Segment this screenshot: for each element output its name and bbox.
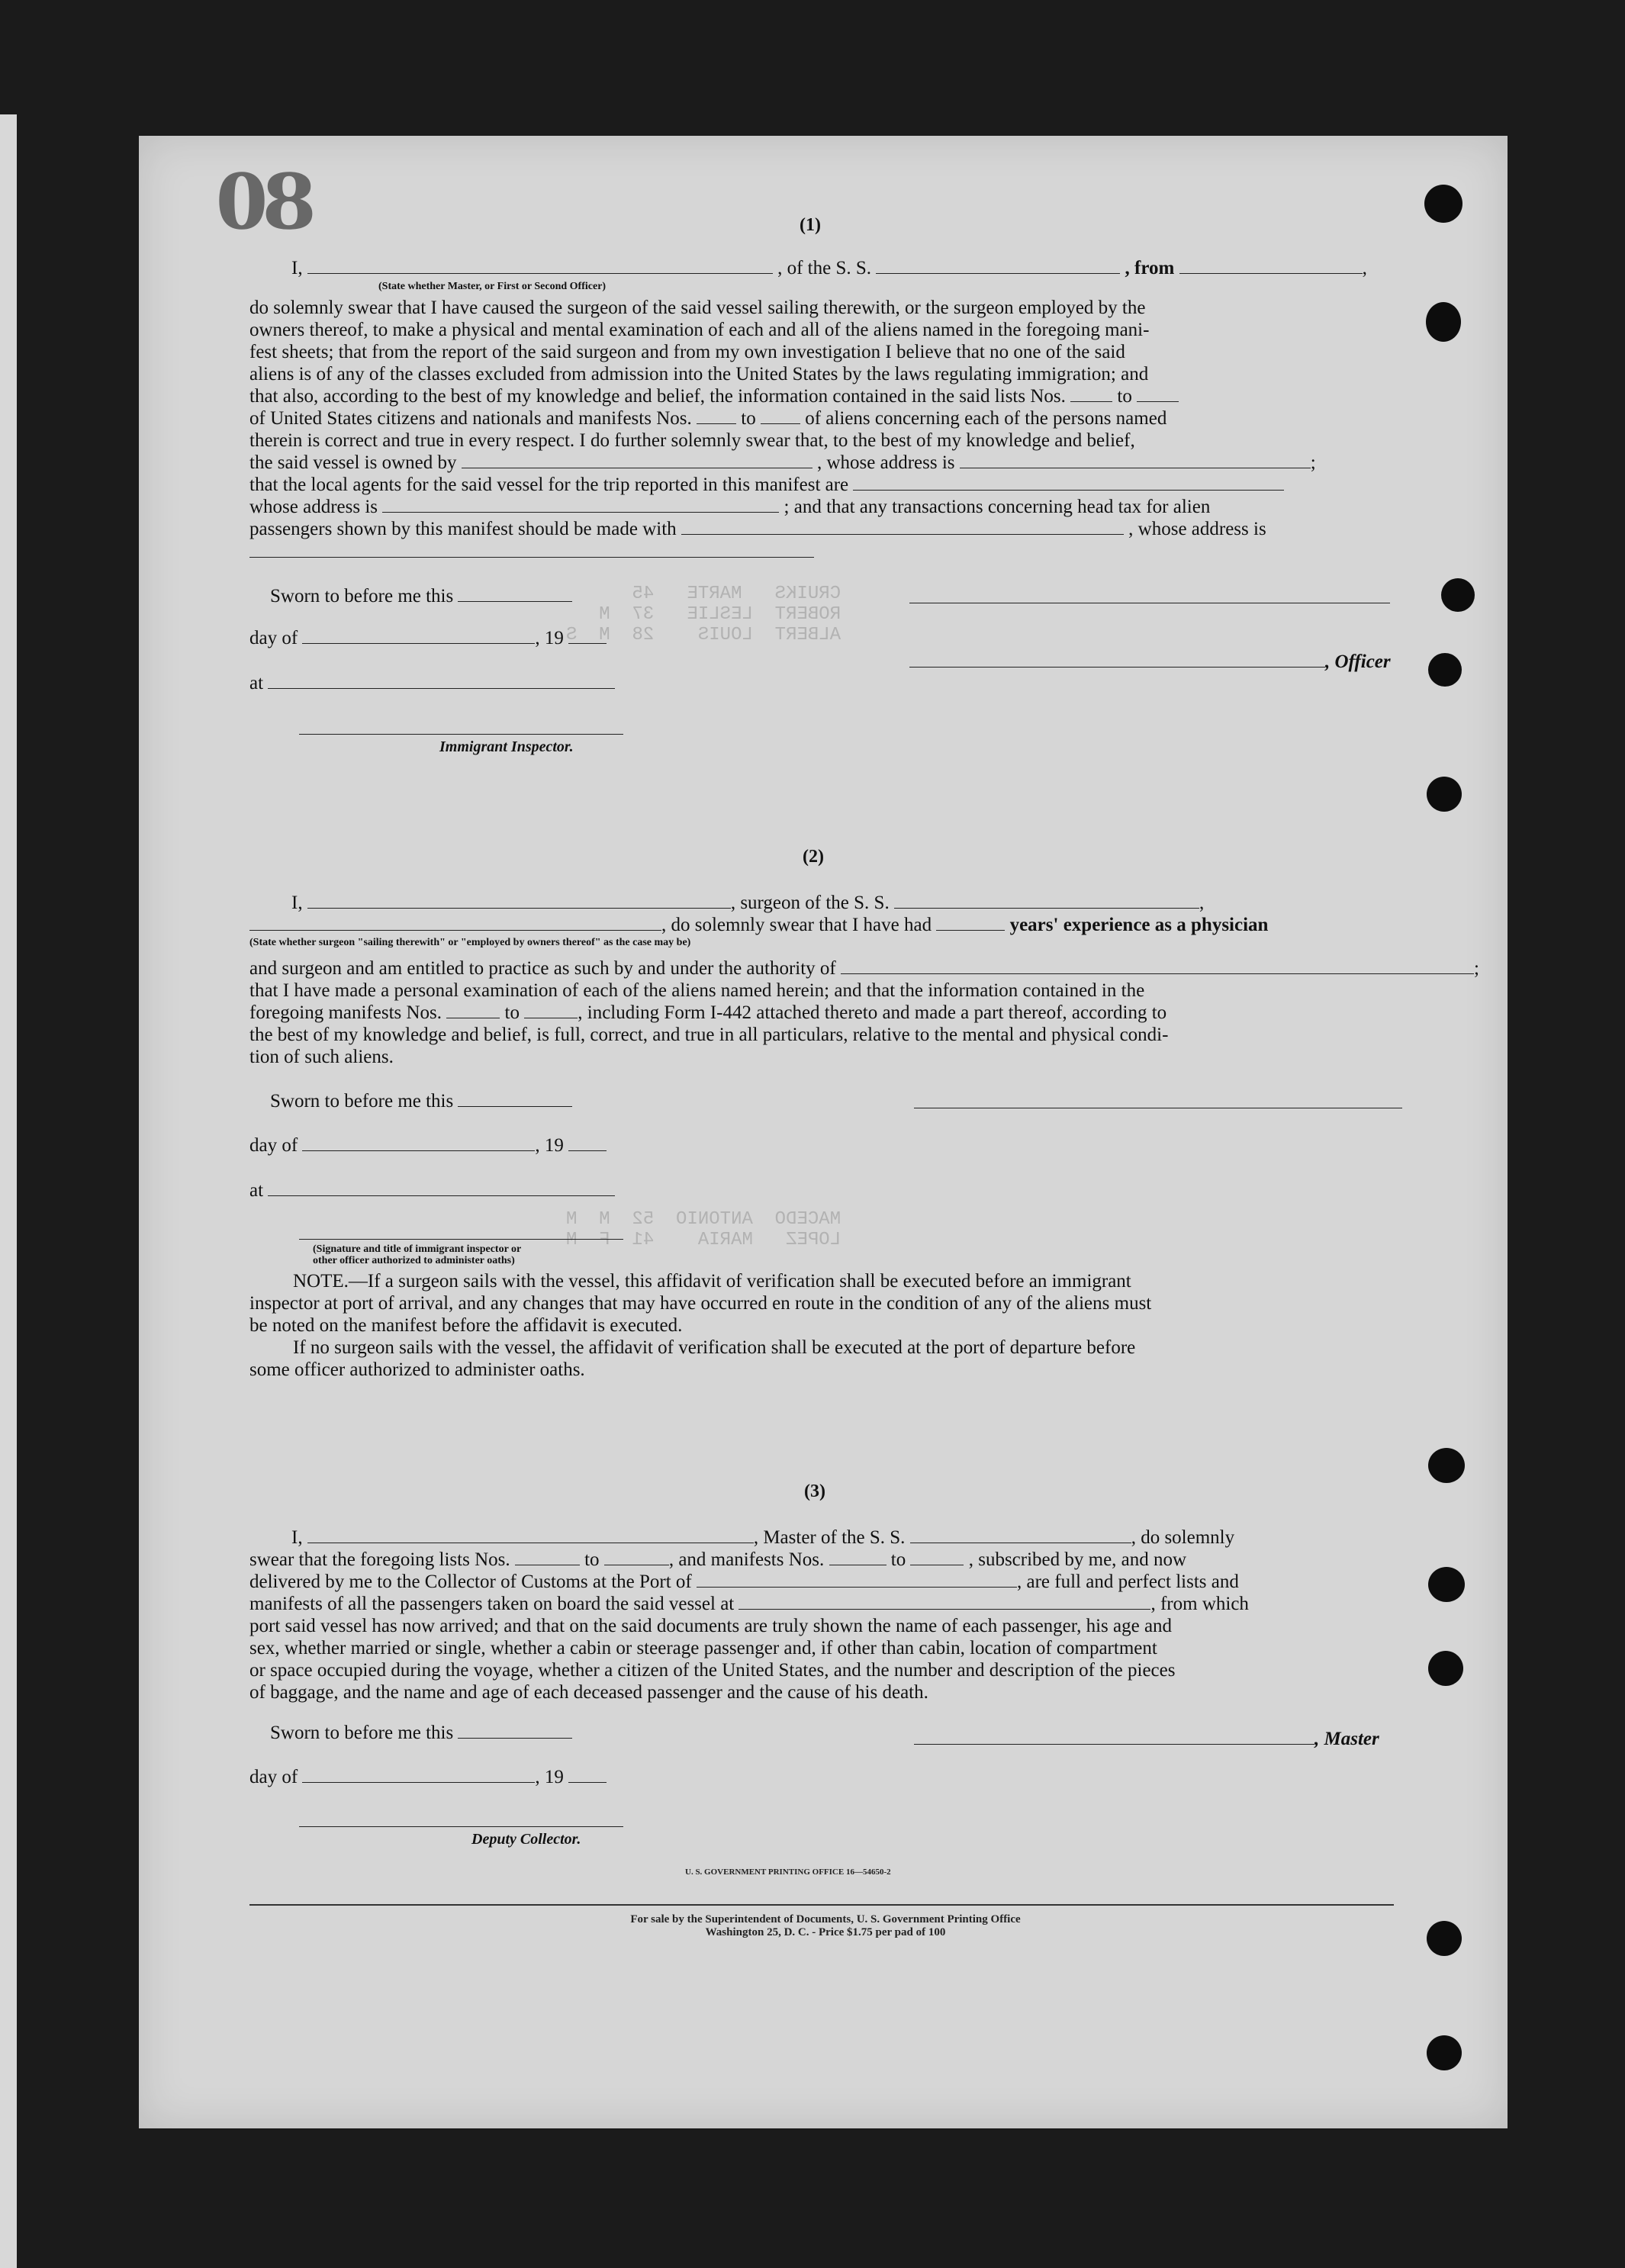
s3-para-line: swear that the foregoing lists Nos. to , and manifests Nos. to , subscribed by me, and now: [249, 1549, 1187, 1570]
s1-agents-address-field[interactable]: [382, 498, 779, 513]
s1-owner-address-field[interactable]: [960, 454, 1311, 468]
s3-vessel-field[interactable]: [910, 1529, 1131, 1543]
s3-para-line: sex, whether married or single, whether a cabin or steerage passenger and, if other than cabin, location of compartment: [249, 1638, 1157, 1658]
s1-head-tax-continuation-line: [249, 557, 814, 558]
punch-hole: [1427, 2035, 1462, 2070]
s1-line-i: I, , of the S. S. , from ,: [291, 258, 1367, 278]
scanner-edge: [0, 114, 17, 2268]
s3-port-field[interactable]: [697, 1573, 1017, 1588]
s3-year-field[interactable]: [568, 1768, 607, 1783]
s3-master-signature-field[interactable]: [914, 1730, 1314, 1745]
footer-rule: [249, 1904, 1394, 1906]
s1-para-line: do solemnly swear that I have caused the surgeon of the said vessel sailing therewith, or the surgeon employed by the: [249, 298, 1146, 318]
s2-para-line: that I have made a personal examination of each of the aliens named herein; and that the information contained in the: [249, 980, 1145, 1001]
s1-officer-field[interactable]: [909, 653, 1325, 668]
s2-note-line: some officer authorized to administer oaths.: [249, 1359, 585, 1380]
s1-lists-to-field[interactable]: [1137, 388, 1179, 402]
printing-office-imprint: U. S. GOVERNMENT PRINTING OFFICE 16—54650-2: [685, 1867, 891, 1877]
punch-hole: [1428, 653, 1462, 687]
s2-para-line: foregoing manifests Nos. to , including Form I-442 attached thereto and made a part thereof, according to: [249, 1002, 1167, 1023]
s3-boarded-at-field[interactable]: [738, 1595, 1150, 1610]
s3-para-line: or space occupied during the voyage, whether a citizen of the United States, and the number and description of the pieces: [249, 1660, 1176, 1681]
s1-inspector-caption: Immigrant Inspector.: [439, 738, 574, 755]
s2-note-line: If no surgeon sails with the vessel, the affidavit of verification shall be executed at the port of departure before: [293, 1337, 1136, 1358]
s1-para-line: owners thereof, to make a physical and mental examination of each and all of the aliens named in the foregoing mani-: [249, 320, 1150, 340]
s1-state-caption: (State whether Master, or First or Second Officer): [378, 281, 607, 292]
s2-inspector-signature-line[interactable]: [299, 1239, 623, 1240]
s3-master-line: , Master: [914, 1729, 1379, 1750]
s2-swear-line: , do solemnly swear that I have had years' experience as a physician: [249, 915, 1268, 936]
s3-lists-from-field[interactable]: [515, 1551, 580, 1565]
s1-at-field[interactable]: [268, 674, 615, 689]
s3-manifests-from-field[interactable]: [829, 1551, 887, 1565]
s3-collector-signature-line[interactable]: [299, 1826, 623, 1827]
s3-para-line: port said vessel has now arrived; and that on the said documents are truly shown the name of each passenger, his age and: [249, 1616, 1173, 1636]
s2-para-line: tion of such aliens.: [249, 1047, 394, 1067]
s3-collector-caption: Deputy Collector.: [471, 1831, 581, 1848]
s2-authority-field[interactable]: [841, 960, 1474, 974]
s2-line-i: I, , surgeon of the S. S. ,: [291, 893, 1205, 913]
s1-officer-rank-field[interactable]: [307, 259, 773, 274]
s1-owner-field[interactable]: [462, 454, 812, 468]
s2-vessel-field[interactable]: [894, 894, 1199, 909]
s1-sworn-line: Sworn to before me this: [270, 586, 572, 607]
s2-at-field[interactable]: [268, 1182, 615, 1196]
sale-notice-line-2: Washington 25, D. C. - Price $1.75 per pad of 100: [705, 1926, 946, 1938]
s2-note-line: inspector at port of arrival, and any changes that may have occurred en route in the condition of any of the aliens must: [249, 1293, 1152, 1314]
punch-hole: [1441, 578, 1475, 612]
punch-hole: [1426, 302, 1461, 342]
s3-para-line: manifests of all the passengers taken on board the said vessel at , from which: [249, 1594, 1249, 1614]
s1-head-tax-field[interactable]: [681, 520, 1124, 535]
s2-surgeon-name-field[interactable]: [307, 894, 731, 909]
s3-sworn-day-field[interactable]: [458, 1724, 572, 1739]
s2-para-line: the best of my knowledge and belief, is full, correct, and true in all particulars, relative to the mental and physical condi-: [249, 1025, 1169, 1045]
section-1-number: (1): [800, 215, 821, 235]
section-2-number: (2): [803, 847, 824, 867]
punch-hole: [1427, 777, 1462, 812]
s2-day-line: day of , 19: [249, 1135, 607, 1157]
s1-day-line: day of , 19: [249, 628, 607, 649]
bleed-through-texture: MACEDO ANTONIO 52 M M LOPEZ MARIA 41 F M: [566, 1209, 841, 1250]
s1-para-line: that also, according to the best of my knowledge and belief, the information contained in the said lists Nos. to: [249, 386, 1179, 407]
s2-sworn-day-field[interactable]: [458, 1092, 572, 1107]
s3-day-month-field[interactable]: [302, 1768, 535, 1783]
s1-from-port-field[interactable]: [1179, 259, 1363, 274]
s1-para-line: therein is correct and true in every respect. I do further solemnly swear that, to the best of my knowledge and belief,: [249, 430, 1135, 451]
s1-para-line: aliens is of any of the classes excluded from admission into the United States by the laws regulating immigration; and: [249, 364, 1149, 384]
s1-year-field[interactable]: [568, 629, 607, 644]
s1-officer-line: , Officer: [909, 651, 1391, 673]
s2-year-field[interactable]: [568, 1137, 607, 1151]
s1-day-month-field[interactable]: [302, 629, 535, 644]
s2-signature-caption-1: (Signature and title of immigrant inspector or: [313, 1243, 522, 1255]
s3-para-line: of baggage, and the name and age of each deceased passenger and the cause of his death.: [249, 1682, 928, 1703]
s2-signature-caption-2: other officer authorized to administer oaths): [313, 1255, 515, 1266]
s2-years-field[interactable]: [936, 916, 1005, 931]
s2-manifests-from-field[interactable]: [446, 1004, 500, 1018]
s1-para-line: of United States citizens and nationals and manifests Nos. to of aliens concerning each of the persons named: [249, 408, 1167, 429]
punch-hole: [1428, 1567, 1465, 1602]
s1-agents-field[interactable]: [853, 476, 1284, 491]
s1-inspector-signature-line[interactable]: [299, 734, 623, 735]
s2-note-line: NOTE.—If a surgeon sails with the vessel, this affidavit of verification shall be executed before an immigrant: [293, 1271, 1131, 1292]
bleed-through-texture: CRUIKS MARTE 45 ROBERT LESLIE 37 M ALBERT LOUIS 28 M S: [566, 584, 841, 645]
s1-manifests-to-field[interactable]: [761, 410, 800, 424]
s1-lists-from-field[interactable]: [1070, 388, 1112, 402]
s3-master-name-field[interactable]: [307, 1529, 754, 1543]
s1-manifests-from-field[interactable]: [697, 410, 736, 424]
s2-state-caption: (State whether surgeon "sailing therewith" or "employed by owners thereof" as the case may be): [249, 937, 691, 948]
s3-day-line: day of , 19: [249, 1767, 607, 1788]
section-3-number: (3): [804, 1481, 825, 1501]
s1-para-line: fest sheets; that from the report of the said surgeon and from my own investigation I believe that no one of the said: [249, 342, 1125, 362]
s1-para-line: whose address is ; and that any transactions concerning head tax for alien: [249, 497, 1211, 517]
s1-sworn-day-field[interactable]: [458, 587, 572, 602]
s2-sworn-line: Sworn to before me this: [270, 1091, 572, 1112]
s2-manifests-to-field[interactable]: [524, 1004, 578, 1018]
s1-para-line: that the local agents for the said vessel for the trip reported in this manifest are: [249, 475, 1284, 496]
s1-para-line: the said vessel is owned by , whose address is ;: [249, 452, 1316, 473]
s2-day-month-field[interactable]: [302, 1137, 535, 1151]
sale-notice-line-1: For sale by the Superintendent of Documents, U. S. Government Printing Office: [630, 1913, 1021, 1925]
punch-hole: [1427, 1921, 1462, 1956]
s3-sworn-line: Sworn to before me this: [270, 1723, 572, 1744]
punch-hole: [1424, 185, 1462, 223]
s3-para-line: delivered by me to the Collector of Customs at the Port of , are full and perfect lists and: [249, 1572, 1239, 1592]
s2-sailing-status-field[interactable]: [249, 916, 661, 931]
s1-para-line: passengers shown by this manifest should be made with , whose address is: [249, 519, 1266, 539]
stamped-number: 08: [215, 153, 310, 248]
s3-line-i: I, , Master of the S. S. , do solemnly: [291, 1527, 1235, 1548]
s2-at-line: at: [249, 1180, 615, 1202]
s3-manifests-to-field[interactable]: [910, 1551, 964, 1565]
s1-vessel-field[interactable]: [876, 259, 1120, 274]
s2-para-line: and surgeon and am entitled to practice as such by and under the authority of ;: [249, 958, 1479, 979]
manifest-back-page: [139, 136, 1508, 2128]
s3-lists-to-field[interactable]: [604, 1551, 669, 1565]
punch-hole: [1428, 1448, 1465, 1483]
s1-at-line: at: [249, 673, 615, 694]
punch-hole: [1428, 1651, 1463, 1686]
s2-note-line: be noted on the manifest before the affidavit is executed.: [249, 1315, 683, 1336]
